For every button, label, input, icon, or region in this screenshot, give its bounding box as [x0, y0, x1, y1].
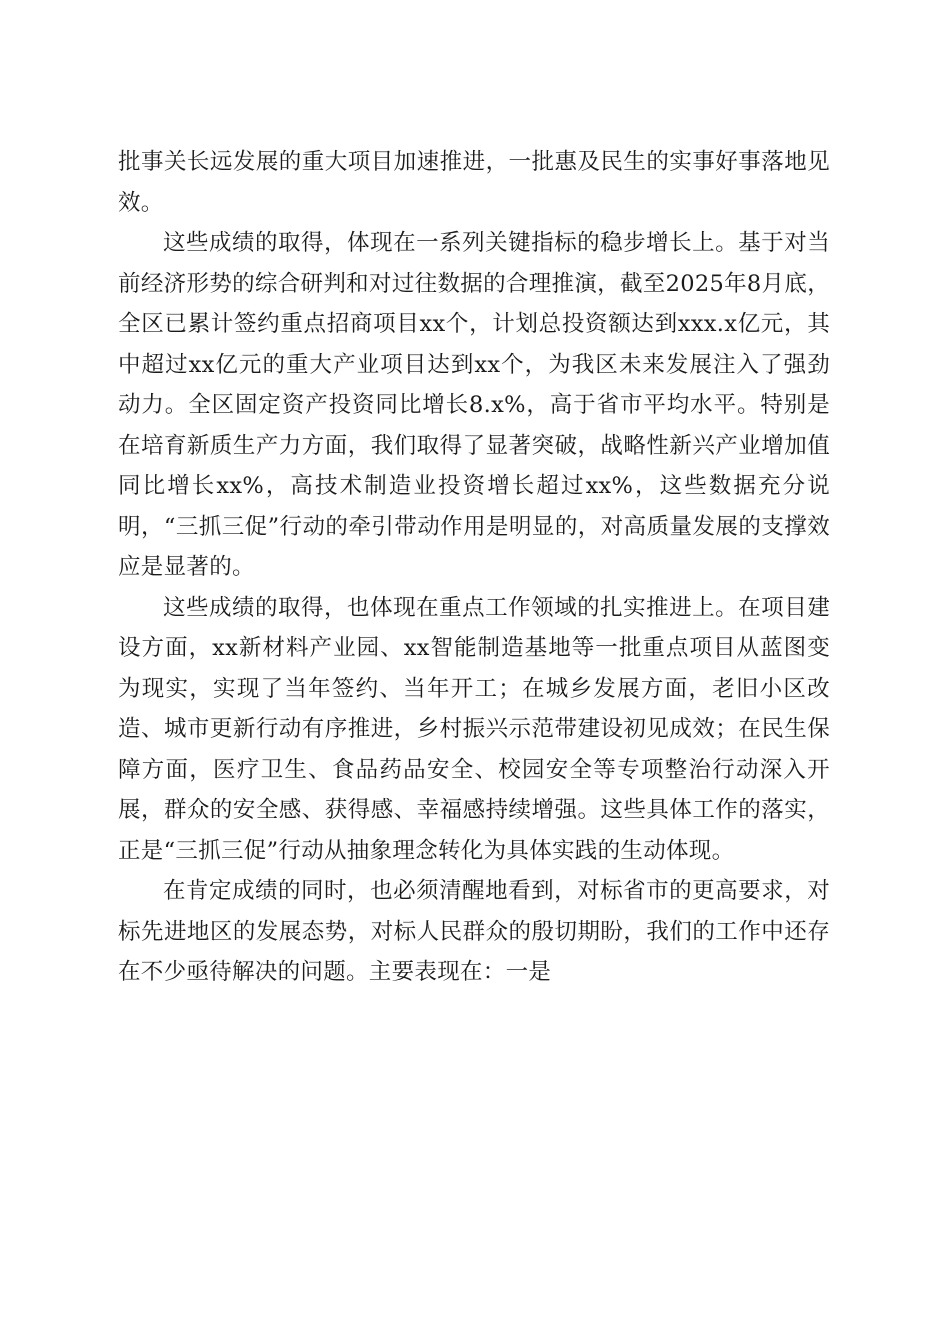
paragraph-continued: 批事关长远发展的重大项目加速推进，一批惠及民生的实事好事落地见效。: [118, 149, 830, 216]
paragraph-key-indicators: 这些成绩的取得，体现在一系列关键指标的稳步增长上。基于对当前经济形势的综合研判和对过往数据的合理推演，截至2025年8月底，全区已累计签约重点招商项目xx个，计划总投资额达到xxx.x亿元，其中超过xx亿元的重大产业项目达到xx个，为我区未来发展注入了强劲动力。全区固定资产投资同比增长8.x%，高于省市平均水平。特别是在培育新质生产力方面，我们取得了显著突破，战略性新兴产业增加值同比增长xx%，高技术制造业投资增长超过xx%，这些数据充分说明，“三抓三促”行动的牵引带动作用是明显的，对高质量发展的支撑效应是显著的。: [118, 230, 830, 580]
document-body: [118, 142, 830, 993]
paragraph-problems: 在肯定成绩的同时，也必须清醒地看到，对标省市的更高要求，对标先进地区的发展态势，对标人民群众的殷切期盼，我们的工作中还存在不少亟待解决的问题。主要表现在：一是: [118, 878, 830, 985]
paragraph-key-work-areas: 这些成绩的取得，也体现在重点工作领域的扎实推进上。在项目建设方面，xx新材料产业园、xx智能制造基地等一批重点项目从蓝图变为现实，实现了当年签约、当年开工；在城乡发展方面，老旧小区改造、城市更新行动有序推进，乡村振兴示范带建设初见成效；在民生保障方面，医疗卫生、食品药品安全、校园安全等专项整治行动深入开展，群众的安全感、获得感、幸福感持续增强。这些具体工作的落实，正是“三抓三促”行动从抽象理念转化为具体实践的生动体现。: [118, 594, 830, 864]
